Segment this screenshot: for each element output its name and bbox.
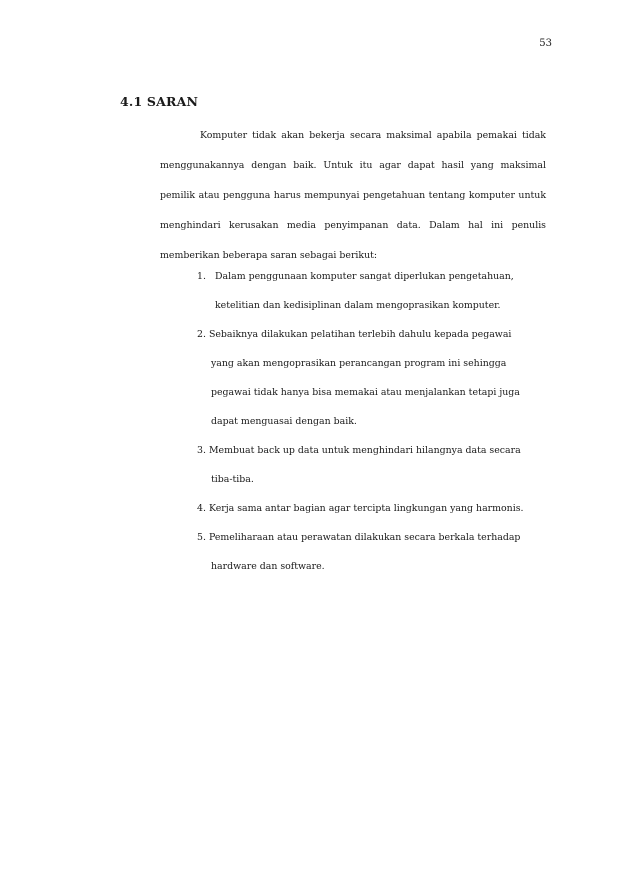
list-item-line: tiba-tiba. — [211, 474, 254, 485]
list-item-line-text: Kerja sama antar bagian agar tercipta lingkungan yang harmonis. — [208, 503, 524, 514]
list-item-number: 1. — [197, 271, 206, 282]
list-item-line — [197, 320, 547, 349]
list-item-number: 2. — [197, 329, 206, 340]
list-item-line-text: Sebaiknya dilakukan pelatihan terlebih dahulu kepada pegawai — [208, 329, 512, 340]
list-item-line: yang akan mengoprasikan perancangan program ini sehingga — [211, 358, 507, 369]
list-item-line: ketelitian dan kedisiplinan dalam mengoprasikan komputer. — [215, 300, 501, 311]
list-item-line — [197, 494, 547, 523]
intro-paragraph: Komputer tidak akan bekerja secara maksimal apabila pemakai tidak menggunakannya dengan baik. Untuk itu agar dapat hasil yang maksimal pemilik atau pengguna harus mempunyai pengetahuan tentang komputer untuk menghindari kerusakan media penyimpanan data. Dalam hal ini penulis memberikan beberapa saran sebagai berikut: — [160, 130, 546, 261]
list-item-line-text: Membuat back up data untuk menghindari hilangnya data secara — [208, 445, 521, 456]
suggestion-list — [197, 262, 547, 581]
list-item-number: 4. — [197, 503, 206, 514]
list-item-text — [197, 523, 547, 581]
list-item-text — [215, 262, 547, 320]
list-item-line — [197, 523, 547, 552]
list-item-line-text: Pemeliharaan atau perawatan dilakukan secara berkala terhadap — [208, 532, 521, 543]
list-item-line: pegawai tidak hanya bisa memakai atau menjalankan tetapi juga — [211, 387, 520, 398]
list-item-text — [197, 436, 547, 494]
list-item-text — [197, 320, 547, 436]
list-item-text — [197, 494, 547, 523]
list-item — [197, 523, 547, 581]
list-item-number: 5. — [197, 532, 206, 543]
list-item — [197, 262, 547, 320]
section-heading: 4.1 SARAN — [120, 94, 199, 109]
list-item-line: hardware dan software. — [211, 561, 325, 572]
list-item-line: dapat menguasai dengan baik. — [211, 416, 357, 427]
list-item-number: 3. — [197, 445, 206, 456]
list-item-line: Dalam penggunaan komputer sangat diperlukan pengetahuan, — [215, 271, 514, 282]
list-item-line — [197, 436, 547, 465]
page-number: 53 — [539, 38, 552, 49]
list-item — [197, 320, 547, 436]
list-item — [197, 494, 547, 523]
list-item — [197, 436, 547, 494]
